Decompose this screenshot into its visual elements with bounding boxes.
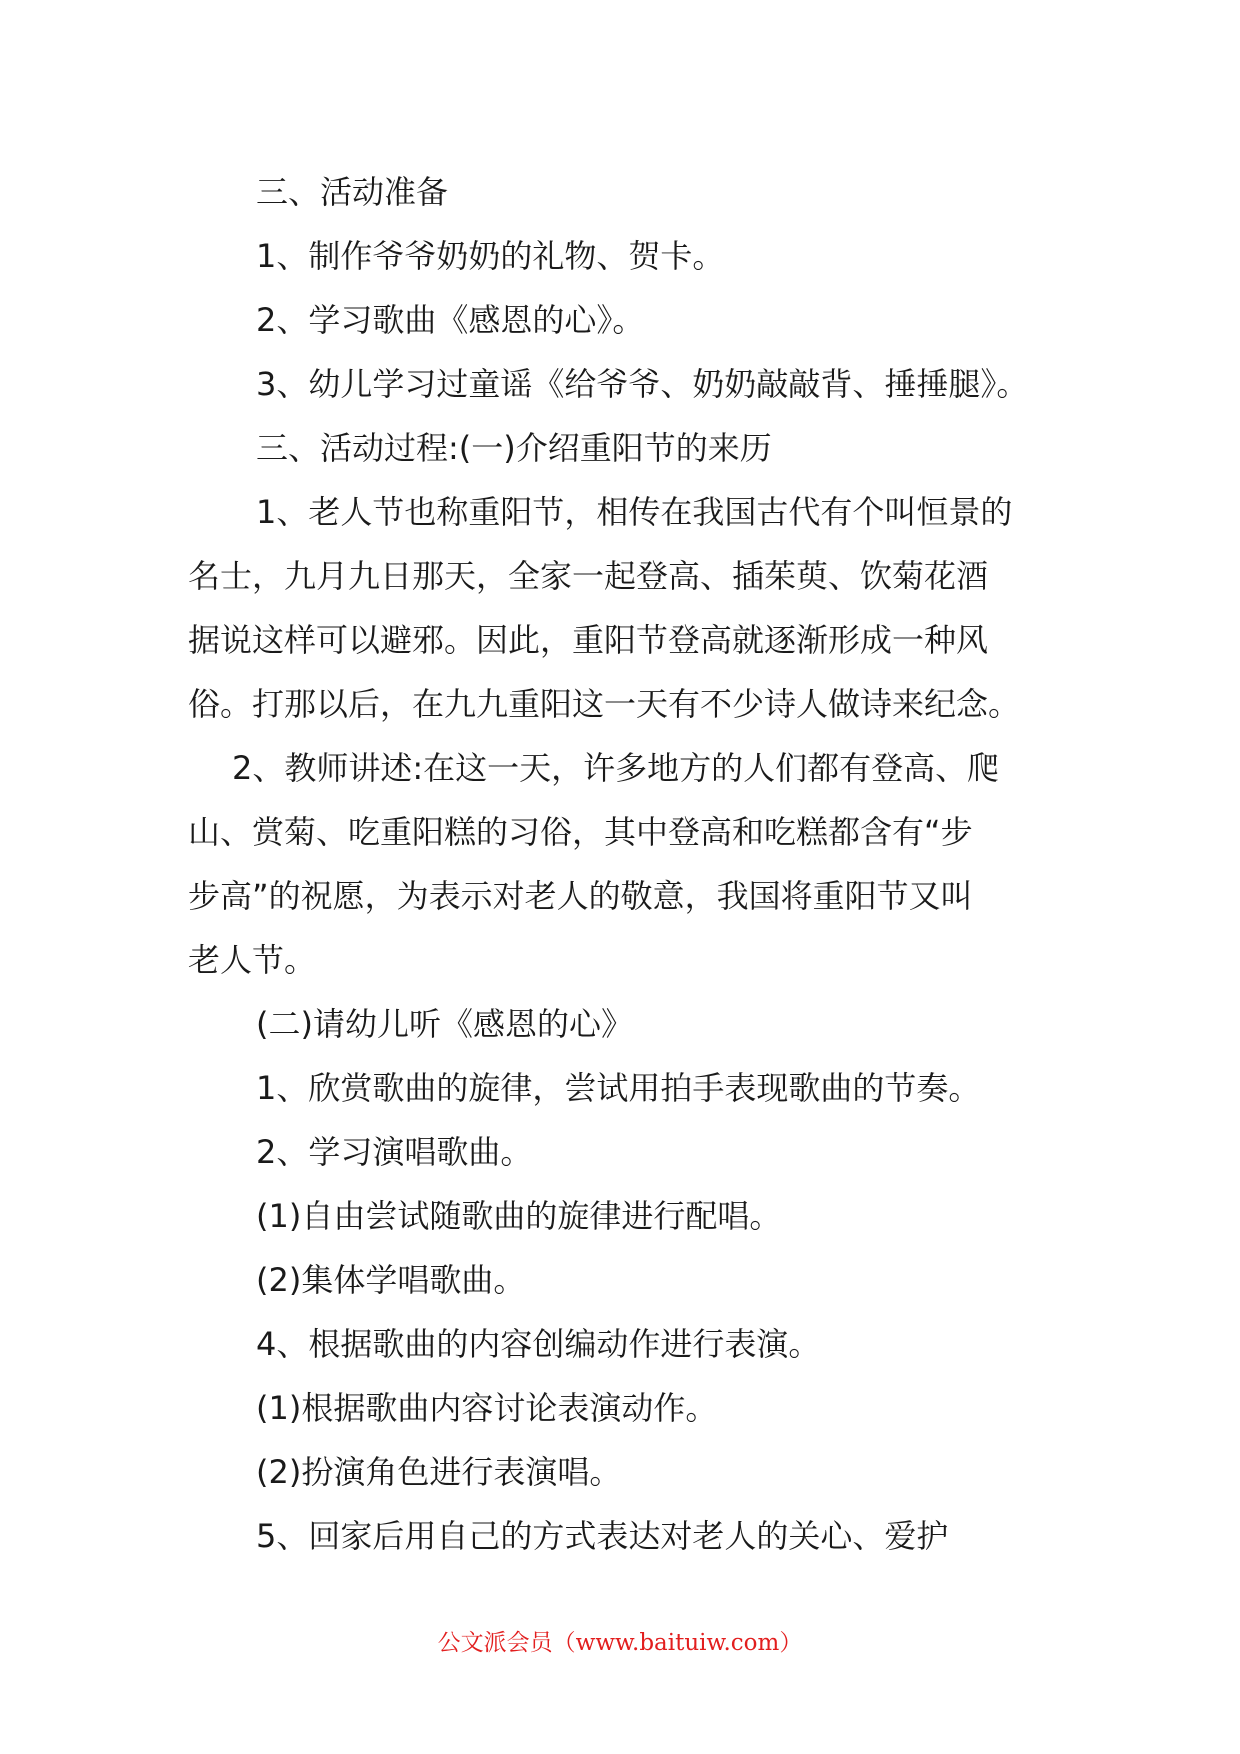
list-item: (2)扮演角色进行表演唱。 — [256, 1453, 622, 1491]
section-heading-preparation: 三、活动准备 — [256, 173, 449, 211]
paragraph-line: 步高”的祝愿，为表示对老人的敬意，我国将重阳节又叫 — [188, 877, 973, 915]
list-item: 2、学习演唱歌曲。 — [256, 1133, 533, 1171]
document-body — [188, 160, 1058, 1568]
list-item: 1、制作爷爷奶奶的礼物、贺卡。 — [256, 237, 725, 275]
list-item: 1、欣赏歌曲的旋律，尝试用拍手表现歌曲的节奏。 — [256, 1069, 981, 1107]
list-item: 2、学习歌曲《感恩的心》。 — [256, 301, 645, 339]
list-item: (1)根据歌曲内容讨论表演动作。 — [256, 1389, 718, 1427]
paragraph-line: 山、赏菊、吃重阳糕的习俗，其中登高和吃糕都含有“步 — [188, 813, 973, 851]
paragraph-line: 名士，九月九日那天，全家一起登高、插茱萸、饮菊花酒 — [188, 557, 989, 595]
list-item: (1)自由尝试随歌曲的旋律进行配唱。 — [256, 1197, 782, 1235]
list-item: (2)集体学唱歌曲。 — [256, 1261, 526, 1299]
paragraph-line: 2、教师讲述:在这一天，许多地方的人们都有登高、爬 — [232, 749, 1000, 787]
section-heading-listen: (二)请幼儿听《感恩的心》 — [256, 1005, 633, 1043]
paragraph-line: 1、老人节也称重阳节，相传在我国古代有个叫恒景的 — [256, 493, 1013, 531]
paragraph-line: 据说这样可以避邪。因此，重阳节登高就逐渐形成一种风 — [188, 621, 989, 659]
list-item: 3、幼儿学习过童谣《给爷爷、奶奶敲敲背、捶捶腿》。 — [256, 365, 1029, 403]
list-item: 4、根据歌曲的内容创编动作进行表演。 — [256, 1325, 821, 1363]
paragraph-line: 老人节。 — [188, 941, 317, 979]
list-item: 5、回家后用自己的方式表达对老人的关心、爱护 — [256, 1517, 949, 1555]
paragraph-line: 俗。打那以后，在九九重阳这一天有不少诗人做诗来纪念。 — [188, 685, 1021, 723]
footer-watermark: 公文派会员（www.baituiw.com） — [437, 1630, 803, 1656]
section-heading-process: 三、活动过程:(一)介绍重阳节的来历 — [256, 429, 772, 467]
